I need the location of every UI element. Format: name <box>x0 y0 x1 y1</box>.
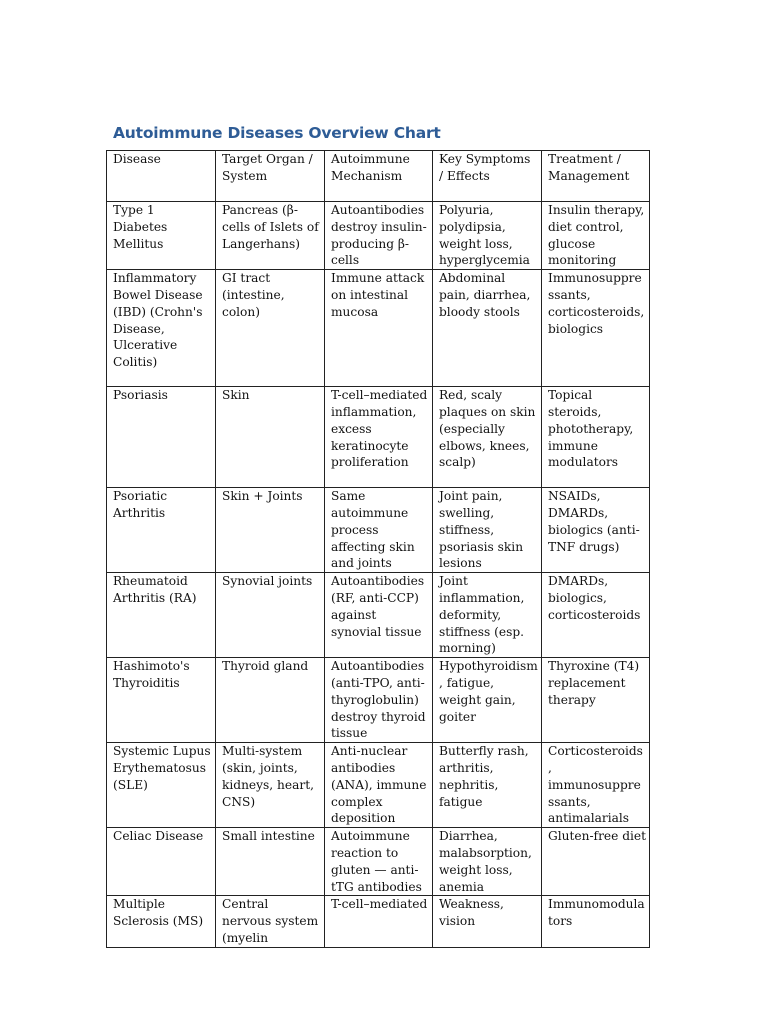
table-row <box>107 658 650 743</box>
header-cell-target-organ: Target Organ / System <box>216 151 325 202</box>
cell-mechanism: Immune attack on intestinal mucosa <box>325 270 433 387</box>
cell-mechanism: T-cell–mediated inflammation, excess keratinocyte proliferation <box>325 387 433 488</box>
cell-mechanism: T-cell–mediated <box>325 896 433 947</box>
header-cell-symptoms: Key Symptoms / Effects <box>433 151 542 202</box>
cell-mechanism: Anti-nuclear antibodies (ANA), immune complex deposition <box>325 743 433 828</box>
table-header-row <box>107 151 650 202</box>
cell-symptoms: Red, scaly plaques on skin (especially elbows, knees, scalp) <box>433 387 542 488</box>
cell-disease: Psoriatic Arthritis <box>107 488 216 573</box>
cell-symptoms: Abdominal pain, diarrhea, bloody stools <box>433 270 542 387</box>
page-title: Autoimmune Diseases Overview Chart <box>113 124 441 142</box>
header-cell-mechanism: Autoimmune Mechanism <box>325 151 433 202</box>
cell-target-organ: Thyroid gland <box>216 658 325 743</box>
cell-mechanism: Autoantibodies destroy insulin-producing β-cells <box>325 202 433 270</box>
table-row <box>107 743 650 828</box>
table-row <box>107 202 650 270</box>
cell-disease: Inflammatory Bowel Disease (IBD) (Crohn's Disease, Ulcerative Colitis) <box>107 270 216 387</box>
table-row <box>107 488 650 573</box>
cell-target-organ: Small intestine <box>216 828 325 896</box>
cell-treatment: Thyroxine (T4) replacement therapy <box>542 658 650 743</box>
cell-disease: Rheumatoid Arthritis (RA) <box>107 573 216 658</box>
cell-target-organ: Central nervous system (myelin <box>216 896 325 947</box>
cell-target-organ: Synovial joints <box>216 573 325 658</box>
cell-symptoms: Joint inflammation, deformity, stiffness (esp. morning) <box>433 573 542 658</box>
cell-symptoms: Joint pain, swelling, stiffness, psoriasis skin lesions <box>433 488 542 573</box>
cell-disease: Type 1 Diabetes Mellitus <box>107 202 216 270</box>
cell-treatment: NSAIDs, DMARDs, biologics (anti-TNF drugs) <box>542 488 650 573</box>
cell-mechanism: Autoimmune reaction to gluten — anti-tTG antibodies <box>325 828 433 896</box>
cell-treatment: Immunosuppressants, corticosteroids, biologics <box>542 270 650 387</box>
cell-mechanism: Autoantibodies (anti-TPO, anti-thyroglobulin) destroy thyroid tissue <box>325 658 433 743</box>
cell-treatment: Gluten-free diet <box>542 828 650 896</box>
cell-target-organ: Skin <box>216 387 325 488</box>
cell-treatment: Topical steroids, phototherapy, immune modulators <box>542 387 650 488</box>
table-row <box>107 387 650 488</box>
cell-disease: Multiple Sclerosis (MS) <box>107 896 216 947</box>
cell-treatment: Corticosteroids, immunosuppressants, antimalarials <box>542 743 650 828</box>
cell-mechanism: Autoantibodies (RF, anti-CCP) against synovial tissue <box>325 573 433 658</box>
cell-symptoms: Polyuria, polydipsia, weight loss, hyperglycemia <box>433 202 542 270</box>
cell-disease: Hashimoto's Thyroiditis <box>107 658 216 743</box>
cell-treatment: Immunomodulators <box>542 896 650 947</box>
cell-target-organ: GI tract (intestine, colon) <box>216 270 325 387</box>
cell-target-organ: Pancreas (β-cells of Islets of Langerhans) <box>216 202 325 270</box>
table-row <box>107 270 650 387</box>
cell-target-organ: Skin + Joints <box>216 488 325 573</box>
table-row <box>107 828 650 896</box>
header-cell-treatment: Treatment / Management <box>542 151 650 202</box>
cell-treatment: Insulin therapy, diet control, glucose monitoring <box>542 202 650 270</box>
cell-symptoms: Butterfly rash, arthritis, nephritis, fatigue <box>433 743 542 828</box>
table-row <box>107 573 650 658</box>
cell-disease: Systemic Lupus Erythematosus (SLE) <box>107 743 216 828</box>
table-row <box>107 896 650 947</box>
cell-mechanism: Same autoimmune process affecting skin and joints <box>325 488 433 573</box>
cell-disease: Celiac Disease <box>107 828 216 896</box>
cell-symptoms: Diarrhea, malabsorption, weight loss, anemia <box>433 828 542 896</box>
cell-disease: Psoriasis <box>107 387 216 488</box>
cell-symptoms: Weakness, vision <box>433 896 542 947</box>
cell-target-organ: Multi-system (skin, joints, kidneys, heart, CNS) <box>216 743 325 828</box>
cell-treatment: DMARDs, biologics, corticosteroids <box>542 573 650 658</box>
autoimmune-diseases-table <box>106 150 650 948</box>
header-cell-disease: Disease <box>107 151 216 202</box>
cell-symptoms: Hypothyroidism, fatigue, weight gain, goiter <box>433 658 542 743</box>
